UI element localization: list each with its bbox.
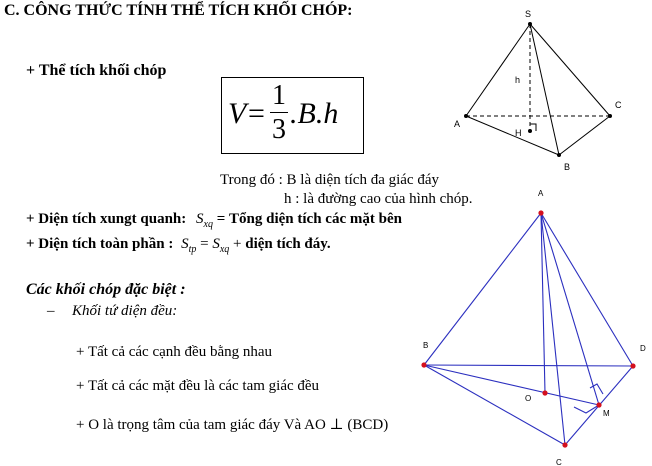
formula-lhs: V bbox=[228, 97, 247, 130]
label-s: S bbox=[525, 9, 532, 19]
edge-sa bbox=[466, 24, 530, 116]
total-area-symbol: S bbox=[181, 236, 189, 252]
segment-am bbox=[541, 213, 599, 405]
lateral-area-description: Tổng diện tích các mặt bên bbox=[229, 211, 402, 227]
label-a: A bbox=[538, 189, 544, 198]
lateral-area-symbol: S bbox=[196, 211, 204, 227]
total-area-description: diện tích đáy. bbox=[245, 236, 331, 252]
section-title: C. CÔNG THỨC TÍNH THỂ TÍCH KHỐI CHÓP: bbox=[4, 2, 353, 19]
point-h bbox=[528, 129, 532, 133]
point-o bbox=[542, 390, 547, 395]
point-s bbox=[528, 22, 532, 26]
volume-explanation-line1: Trong đó : B là diện tích đa giác đáy bbox=[220, 172, 439, 188]
point-a bbox=[464, 114, 468, 118]
total-area-plus: + bbox=[233, 236, 242, 252]
formula-rest: .B.h bbox=[290, 97, 339, 130]
label-m: M bbox=[603, 409, 610, 418]
point-c bbox=[608, 114, 612, 118]
bullet-item: + Tất cả các cạnh đều bằng nhau bbox=[76, 344, 273, 360]
edge-sb bbox=[530, 24, 559, 155]
lateral-area-equals: = bbox=[216, 211, 226, 227]
special-heading: Các khối chóp đặc biệt : bbox=[26, 281, 186, 298]
total-area-symbol2: S bbox=[212, 236, 220, 252]
label-b: B bbox=[423, 341, 429, 350]
lateral-area-label: + Diện tích xungt quanh: bbox=[26, 211, 187, 227]
total-area-subscript2: xq bbox=[219, 244, 230, 255]
label-o: O bbox=[525, 394, 532, 403]
label-foot-h: H bbox=[515, 128, 522, 138]
bullet-item: + Tất cả các mặt đều là các tam giác đều bbox=[76, 378, 320, 394]
formula-equals: = bbox=[248, 97, 265, 130]
total-area-equals: = bbox=[200, 236, 209, 252]
special-subheading: Khối tứ diện đều: bbox=[72, 303, 178, 319]
formula-numerator: 1 bbox=[272, 80, 286, 111]
point-m bbox=[596, 402, 601, 407]
label-d: D bbox=[640, 344, 646, 353]
label-b: B bbox=[564, 162, 571, 172]
point-b bbox=[421, 362, 426, 367]
right-angle-mark-bottom bbox=[574, 405, 599, 413]
edge-bc bbox=[424, 365, 565, 445]
median-bm bbox=[424, 365, 599, 405]
total-area-label: + Diện tích toàn phần : bbox=[26, 236, 174, 252]
label-c: C bbox=[615, 100, 622, 110]
edge-ab bbox=[466, 116, 559, 155]
bullet-item: + O là trọng tâm của tam giác đáy Và AO ⊥ (BCD) bbox=[76, 417, 389, 433]
label-a: A bbox=[454, 119, 461, 129]
point-b bbox=[557, 153, 561, 157]
edge-sc bbox=[530, 24, 610, 116]
edge-ab bbox=[424, 213, 541, 365]
edge-bc bbox=[559, 116, 610, 155]
point-a bbox=[538, 210, 543, 215]
formula-denominator: 3 bbox=[272, 114, 286, 145]
volume-heading: + Thể tích khối chóp bbox=[26, 62, 167, 79]
right-angle-mark-top bbox=[590, 384, 603, 394]
special-dash: – bbox=[47, 303, 55, 319]
volume-explanation-line2: h : là đường cao của hình chóp. bbox=[284, 191, 473, 207]
point-c bbox=[562, 442, 567, 447]
total-area-subscript: tp bbox=[188, 244, 197, 255]
point-d bbox=[630, 363, 635, 368]
label-h: h bbox=[515, 75, 521, 85]
edge-bd bbox=[424, 365, 633, 366]
lateral-area-subscript: xq bbox=[203, 219, 213, 230]
label-c: C bbox=[556, 458, 562, 466]
